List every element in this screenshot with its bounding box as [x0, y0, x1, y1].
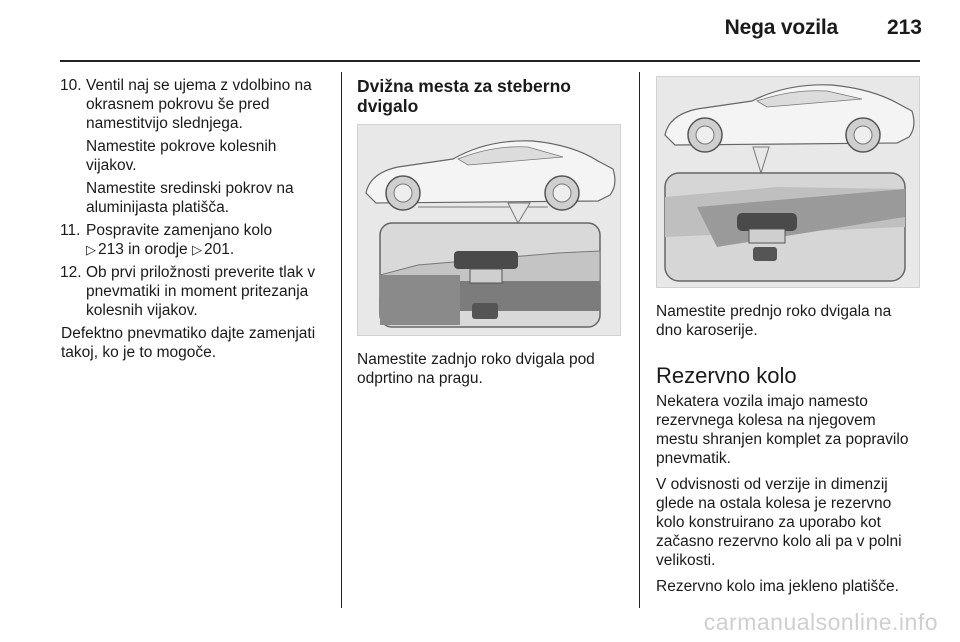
section-title-line: dvigalo: [357, 96, 419, 116]
page-reference[interactable]: 213: [98, 241, 124, 258]
step-text: pnevmatiki in moment pritezanja: [86, 283, 309, 300]
step-text: kolesnih vijakov.: [86, 302, 198, 319]
paragraph-text: V odvisnosti od verzije in dimenzij: [656, 476, 888, 493]
step-text: namestitvijo slednjega.: [86, 115, 243, 132]
step-text: Namestite pokrove kolesnih: [86, 138, 277, 155]
column-middle: [357, 76, 627, 388]
step-text: Ob prvi priložnosti preverite tlak v: [86, 264, 316, 281]
note-text: Defektno pnevmatiko dajte zamenjati: [61, 325, 316, 342]
paragraph-text: kolo konstruirano za uporabo kot: [656, 514, 881, 531]
step-11: [60, 221, 332, 259]
header-divider: [60, 60, 920, 62]
caption-text: Namestite prednjo roko dvigala na: [656, 303, 892, 320]
caption-text: odprtino na pragu.: [357, 370, 483, 387]
paragraph-text: začasno rezervno kolo ali pa v polni: [656, 533, 902, 550]
paragraph-text: mestu shranjen komplet za popravilo: [656, 431, 909, 448]
figure-caption: [357, 350, 627, 388]
column-right: [656, 76, 924, 603]
step-subparagraph: [86, 137, 332, 175]
paragraph: [656, 475, 924, 570]
step-text: aluminijasta platišča.: [86, 199, 230, 216]
paragraph-text: glede na ostala kolesa je rezervno: [656, 495, 892, 512]
note-text: takoj, ko je to mogoče.: [61, 344, 217, 361]
step-number: 10.: [60, 77, 82, 94]
column-divider: [639, 72, 640, 608]
page-reference[interactable]: 201.: [203, 241, 235, 258]
step-text: Namestite sredinski pokrov na: [86, 180, 294, 197]
paragraph-text: velikosti.: [656, 552, 716, 569]
figure-caption: [656, 302, 924, 340]
header-title: Nega vozila: [724, 16, 838, 39]
section-title-line: Dvižna mesta za steberno: [357, 76, 571, 96]
page-number: 213: [886, 16, 922, 39]
step-number: 12.: [60, 264, 82, 281]
step-text: Pospravite zamenjano kolo: [86, 222, 273, 239]
section-title: Rezervno kolo: [656, 363, 797, 388]
step-subparagraph: [86, 179, 332, 217]
step-text: okrasnem pokrovu še pred: [86, 96, 270, 113]
rear-lift-point-figure: [357, 124, 621, 336]
step-12: [60, 263, 332, 320]
column-left: [60, 76, 332, 362]
triangle-right-outline-icon: ▷: [86, 242, 96, 257]
paragraph-text: Rezervno kolo ima jekleno platišče.: [656, 578, 899, 595]
paragraph-text: rezervnega kolesa na njegovem: [656, 412, 876, 429]
step-10: [60, 76, 332, 217]
caption-text: dno karoserije.: [656, 322, 758, 339]
step-text: vijakov.: [86, 157, 137, 174]
step-number: 11.: [60, 222, 81, 239]
paragraph-text: pnevmatik.: [656, 450, 731, 467]
step-text: in orodje: [123, 241, 192, 258]
front-lift-point-figure: [656, 76, 920, 288]
watermark: carmanualsonline.info: [703, 609, 938, 635]
step-text: Ventil naj se ujema z vdolbino na: [86, 77, 312, 94]
section-title: [357, 76, 627, 116]
note-paragraph: [61, 324, 332, 362]
paragraph: [656, 577, 924, 596]
caption-text: Namestite zadnjo roko dvigala pod: [357, 351, 595, 368]
step-reference-line: [86, 240, 332, 259]
column-divider: [341, 72, 342, 608]
paragraph-text: Nekatera vozila imajo namesto: [656, 393, 868, 410]
rear-lift-point-illustration: [358, 125, 620, 335]
front-lift-point-illustration: [657, 77, 919, 287]
paragraph: [656, 392, 924, 468]
triangle-right-outline-icon: ▷: [191, 242, 202, 257]
